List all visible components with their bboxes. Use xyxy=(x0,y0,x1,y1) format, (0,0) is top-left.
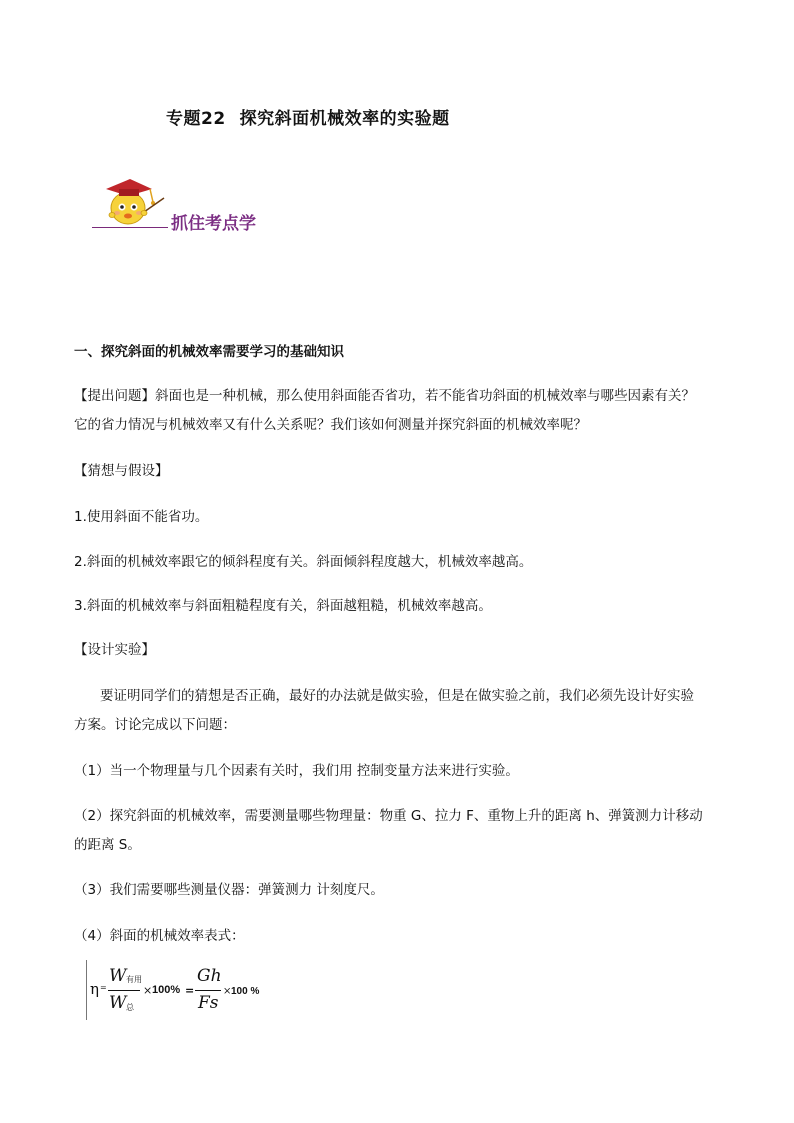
section-label: 抓住考点学 xyxy=(171,214,256,234)
design-question-3: （3）我们需要哪些测量仪器：弹簧测力 计刻度尺。 xyxy=(74,882,384,898)
formula-eta: η xyxy=(90,980,99,998)
formula-equals-1: = xyxy=(100,983,107,992)
formula-fraction-bar-2 xyxy=(195,990,221,991)
formula-w-useful: W xyxy=(109,966,127,986)
hypothesis-label: 【猜想与假设】 xyxy=(74,463,169,479)
formula-total-subscript: 总 xyxy=(126,1003,134,1012)
formula-times-2: × xyxy=(223,986,232,997)
mascot-underline xyxy=(92,227,168,228)
formula-percent-2: 100 % xyxy=(231,986,260,997)
question-line-2: 它的省力情况与机械效率又有什么关系呢？我们该如何测量并探究斜面的机械效率呢？ xyxy=(74,417,587,433)
hypothesis-item-1: 1.使用斜面不能省功。 xyxy=(74,509,209,525)
hypothesis-item-2: 2.斜面的机械效率跟它的倾斜程度有关。斜面倾斜程度越大，机械效率越高。 xyxy=(74,554,533,570)
section-heading: 一、探究斜面的机械效率需要学习的基础知识 xyxy=(74,344,344,360)
hypothesis-item-3: 3.斜面的机械效率与斜面粗糙程度有关，斜面越粗糙，机械效率越高。 xyxy=(74,598,492,614)
question-line-1: 【提出问题】斜面也是一种机械，那么使用斜面能否省功，若不能省功斜面的机械效率与哪些因素有关？ xyxy=(74,388,695,404)
design-question-2-line-1: （2）探究斜面的机械效率，需要测量哪些物理量：物重 G、拉力 F、重物上升的距离 h、弹簧测力计移动 xyxy=(74,808,703,824)
formula-gh: Gh xyxy=(197,966,222,986)
formula-times-1: × xyxy=(143,984,153,997)
design-question-2-line-2: 的距离 S。 xyxy=(74,837,141,853)
mascot-graduate-icon xyxy=(92,172,170,232)
formula-fraction-bar-1 xyxy=(108,990,140,991)
design-label: 【设计实验】 xyxy=(74,642,155,658)
formula-percent-1: 100% xyxy=(152,984,181,996)
design-question-4: （4）斜面的机械效率表式： xyxy=(74,928,245,944)
formula-w-total: W xyxy=(109,993,127,1013)
title-text: 探究斜面机械效率的实验题 xyxy=(239,109,450,129)
design-intro-line-2: 方案。讨论完成以下问题： xyxy=(74,717,236,733)
page-title xyxy=(166,104,450,129)
efficiency-formula xyxy=(86,960,287,1020)
formula-useful-subscript: 有用 xyxy=(126,975,142,984)
title-number: 专题22 xyxy=(166,109,226,129)
formula-fs: Fs xyxy=(198,993,219,1013)
formula-equals-2: = xyxy=(185,984,195,997)
design-question-1: （1）当一个物理量与几个因素有关时，我们用 控制变量方法来进行实验。 xyxy=(74,763,519,779)
design-intro-line-1: 要证明同学们的猜想是否正确，最好的办法就是做实验，但是在做实验之前，我们必须先设计好实验 xyxy=(100,688,694,704)
